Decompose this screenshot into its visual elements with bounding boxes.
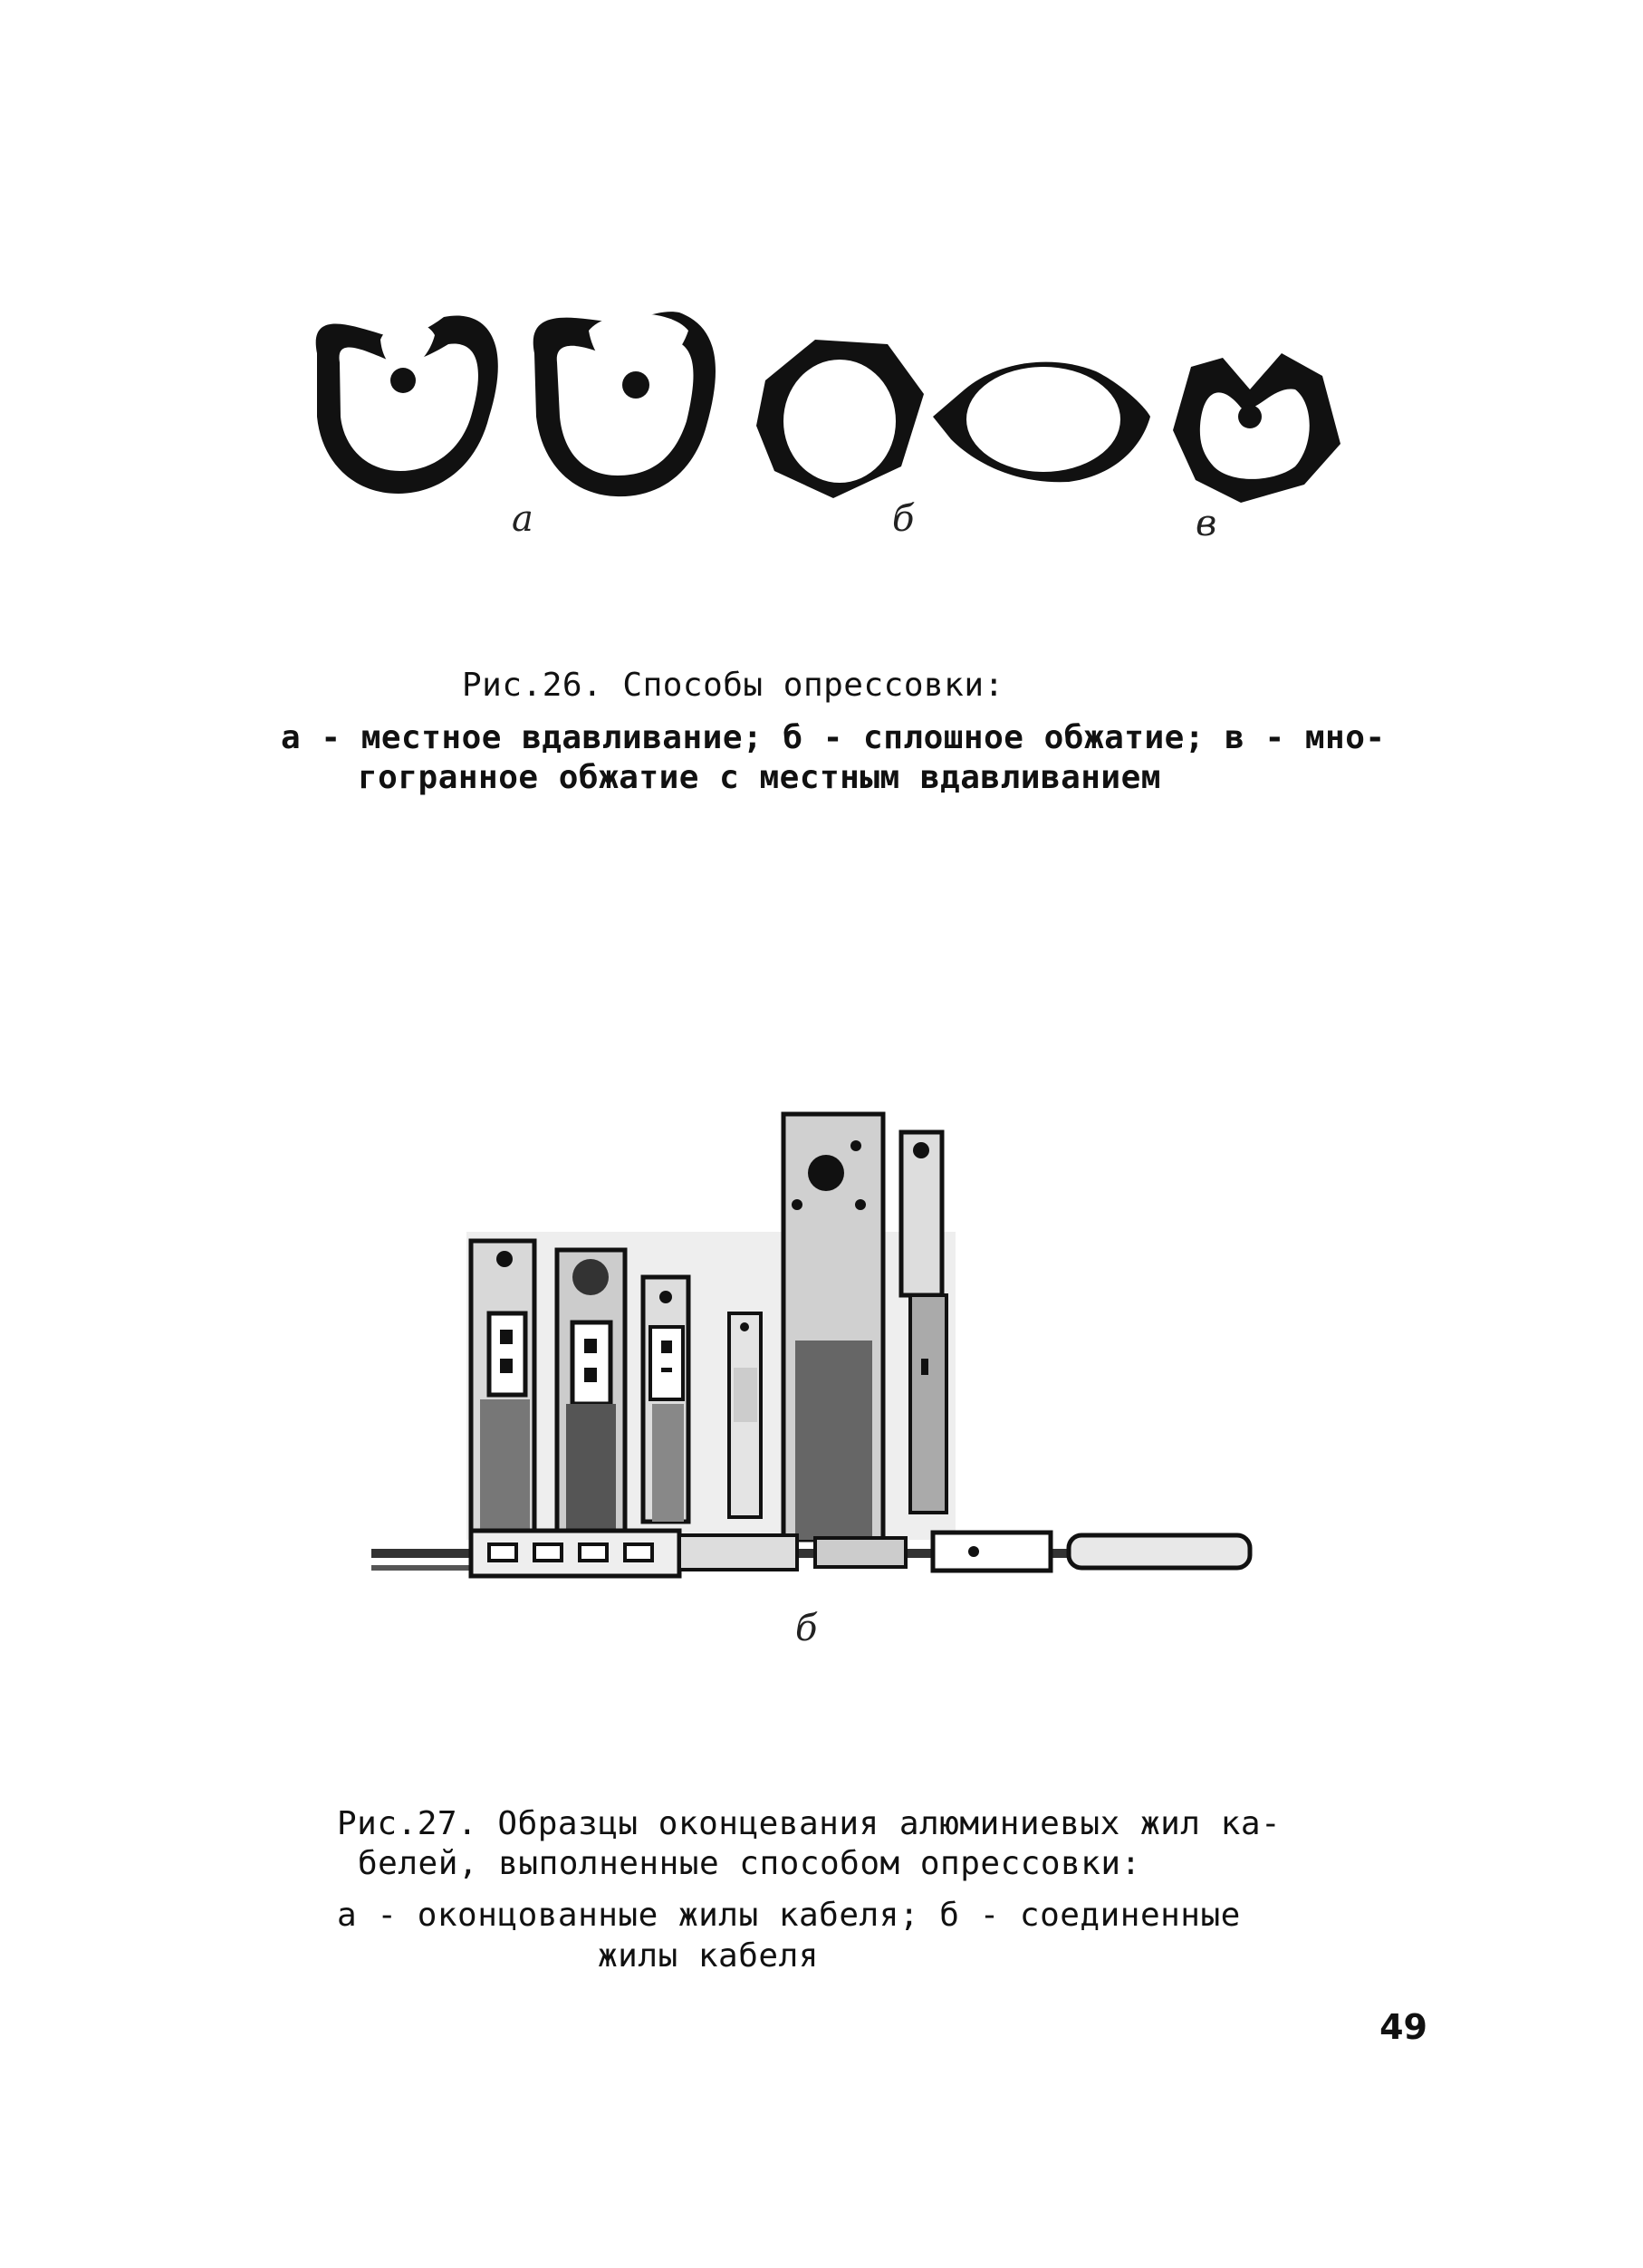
cable-lug-3 [643, 1277, 688, 1522]
figure-26-caption-line-2: гогранное обжатие с местным вдавливанием [358, 759, 1161, 796]
figure-27-caption-line-4: жилы кабеля [598, 1937, 819, 1975]
cross-section-local-indent-1 [316, 315, 498, 494]
figure-label-a: а [512, 498, 533, 540]
page-number: 49 [1379, 2007, 1427, 2047]
figure-26-caption-line-1: а - местное вдавливание; б - сплошное обжатие; в - мно- [281, 719, 1386, 756]
figure-27-caption-line-3: а - оконцованные жилы кабеля; б - соединенные [337, 1897, 1241, 1934]
figure-27-label-b: б [795, 1608, 818, 1649]
figure-27-caption-line-2: белей, выполненные способом опрессовки: [358, 1845, 1141, 1882]
cross-section-solid-ellipse [933, 362, 1150, 483]
cable-lug-4 [729, 1313, 761, 1517]
cable-lug-5 [783, 1114, 883, 1540]
cross-section-solid-hexagon [756, 340, 924, 498]
cross-section-local-indent-2 [533, 312, 716, 496]
figure-27-illustration [362, 1096, 1259, 1603]
figure-label-c: в [1196, 503, 1217, 544]
figure-26-caption-title: Рис.26. Способы опрессовки: [462, 667, 1004, 704]
cable-lugs-photo [362, 1096, 1259, 1603]
figure-label-b: б [892, 498, 915, 540]
cross-section-polygon-indent [1173, 353, 1340, 503]
figure-27-caption-line-1: Рис.27. Образцы оконцевания алюминиевых жил ка- [337, 1805, 1282, 1842]
figure-26-illustration [299, 290, 1359, 562]
cable-lug-1 [471, 1241, 534, 1531]
cable-lug-2 [557, 1250, 625, 1531]
